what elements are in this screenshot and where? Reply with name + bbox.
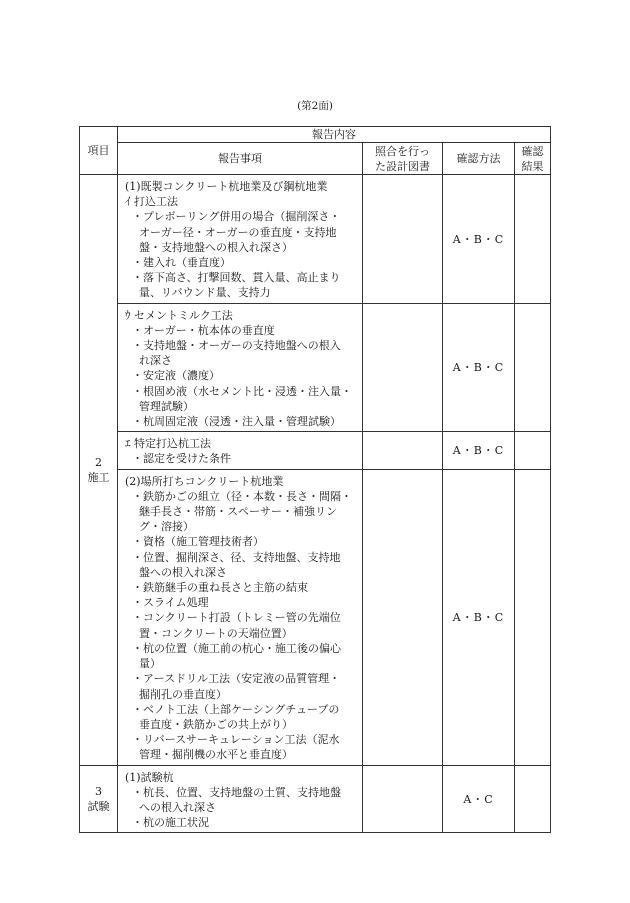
check-result-cell	[515, 765, 551, 833]
report-heading: ｴ 特定打込杭工法	[125, 437, 211, 451]
report-line: ・根固め液（水セメント比・浸透・注入量・	[132, 384, 352, 398]
report-line: ・オーガー・杭本体の垂直度	[132, 323, 275, 337]
header-report-matters: 報告事項	[118, 143, 363, 175]
header-check-result-line: 確認	[521, 144, 544, 158]
report-items-cell	[118, 469, 363, 765]
report-line: 盤への根入れ深さ	[139, 565, 227, 579]
page-title: (第2面)	[297, 100, 333, 112]
header-report-content: 報告内容	[118, 127, 551, 143]
section-3-number: 3	[95, 784, 102, 798]
report-line: ・杭周固定液（浸透・注入量・管理試験）	[132, 415, 341, 429]
report-line: ・杭の位置（施工前の杭心・施工後の偏心	[132, 641, 341, 655]
report-line: ・杭長、位置、支持地盤の土質、支持地盤	[132, 785, 341, 799]
check-result-cell	[515, 432, 551, 469]
report-line: への根入れ深さ	[139, 800, 216, 814]
check-result-cell	[515, 175, 551, 304]
report-heading: (1)既製コンクリート杭地業及び鋼杭地業	[125, 180, 328, 193]
report-line: ・位置、掘削深さ、径、支持地盤、支持地	[132, 550, 341, 564]
report-line: ・建入れ（垂直度）	[132, 256, 231, 270]
report-line: 管理・掘削機の水平と垂直度）	[139, 748, 293, 762]
report-items-cell	[118, 303, 363, 432]
section-2-label	[80, 175, 118, 766]
report-heading: ｲ 打込工法	[125, 195, 178, 209]
report-line: 量）	[139, 657, 161, 671]
report-line: ・アースドリル工法（安定液の品質管理・	[132, 672, 341, 686]
report-line: 掘削孔の垂直度）	[139, 687, 227, 701]
report-line: ・杭の施工状況	[132, 816, 209, 830]
check-method-cell: A・B・C	[443, 432, 515, 469]
report-line: 垂直度・鉄筋かごの共上がり）	[139, 717, 293, 731]
header-item: 項目	[80, 127, 118, 175]
design-docs-cell	[363, 303, 443, 432]
report-line: 継手長さ・帯筋・スペーサー・補強リン	[139, 505, 337, 519]
section-3-name: 試験	[87, 799, 110, 813]
report-heading: (1)試験杭	[125, 770, 174, 784]
report-heading: (2)場所打ちコンクリート杭地業	[125, 474, 284, 488]
report-line: 管理試験）	[139, 399, 194, 413]
report-line: ・ベノト工法（上部ケーシングチューブの	[132, 702, 340, 716]
check-method-cell: A・B・C	[443, 469, 515, 765]
report-line: ・支持地盤・オーガーの支持地盤への根入	[132, 339, 341, 353]
section-3-label	[80, 765, 118, 833]
report-line: ・落下高さ、打撃回数、貫入量、高止まり	[132, 271, 341, 285]
design-docs-cell	[363, 469, 443, 765]
report-line: 盤・支持地盤への根入れ深さ）	[139, 240, 293, 254]
design-docs-cell	[363, 432, 443, 469]
section-2-row-1	[80, 175, 551, 304]
header-design-docs-line: 照合を行っ	[375, 144, 430, 158]
header-design-docs	[363, 143, 443, 175]
section-2-row-2	[80, 303, 551, 432]
report-line: 置・コンクリートの天端位置）	[139, 626, 293, 640]
design-docs-cell	[363, 765, 443, 833]
check-method-cell: A・B・C	[443, 175, 515, 304]
report-line: ・スライム処理	[132, 596, 209, 610]
report-line: ・プレボーリング併用の場合（掘削深さ・	[132, 210, 341, 224]
report-line: 量、リバウンド量、支持力	[139, 286, 271, 300]
report-items-cell	[118, 765, 363, 833]
check-method-cell: A・C	[443, 765, 515, 833]
report-line: ・コンクリート打設（トレミー管の先端位	[132, 611, 341, 625]
report-line: ・鉄筋かごの組立（径・本数・長さ・間隔・	[132, 489, 352, 503]
report-items-cell	[118, 175, 363, 304]
check-result-cell	[515, 469, 551, 765]
section-3-row-1	[80, 765, 551, 833]
report-line: ・資格（施工管理技術者）	[132, 535, 264, 549]
header-check-result	[515, 143, 551, 175]
report-table	[79, 126, 551, 833]
header-check-result-line: 結果	[521, 159, 544, 173]
report-items-cell	[118, 432, 363, 469]
report-line: オーガー径・オーガーの垂直度・支持地	[139, 225, 337, 239]
section-2-row-4	[80, 469, 551, 765]
report-line: ・安定液（濃度）	[132, 369, 220, 383]
section-2-name: 施工	[87, 470, 110, 484]
report-line: グ・溶接）	[139, 520, 194, 534]
design-docs-cell	[363, 175, 443, 304]
section-2-number: 2	[95, 455, 102, 469]
report-line: ・リバースサーキュレーション工法（泥水	[132, 733, 340, 747]
header-design-docs-line: た設計図書	[375, 159, 430, 173]
check-method-cell: A・B・C	[443, 303, 515, 432]
report-line: ・認定を受けた条件	[132, 452, 231, 466]
report-line: ・鉄筋継手の重ね長さと主筋の結束	[132, 581, 308, 595]
section-2-row-3	[80, 432, 551, 469]
report-heading: ｳ セメントミルク工法	[125, 308, 233, 322]
header-check-method: 確認方法	[443, 143, 515, 175]
check-result-cell	[515, 303, 551, 432]
report-line: れ深さ	[139, 354, 172, 368]
